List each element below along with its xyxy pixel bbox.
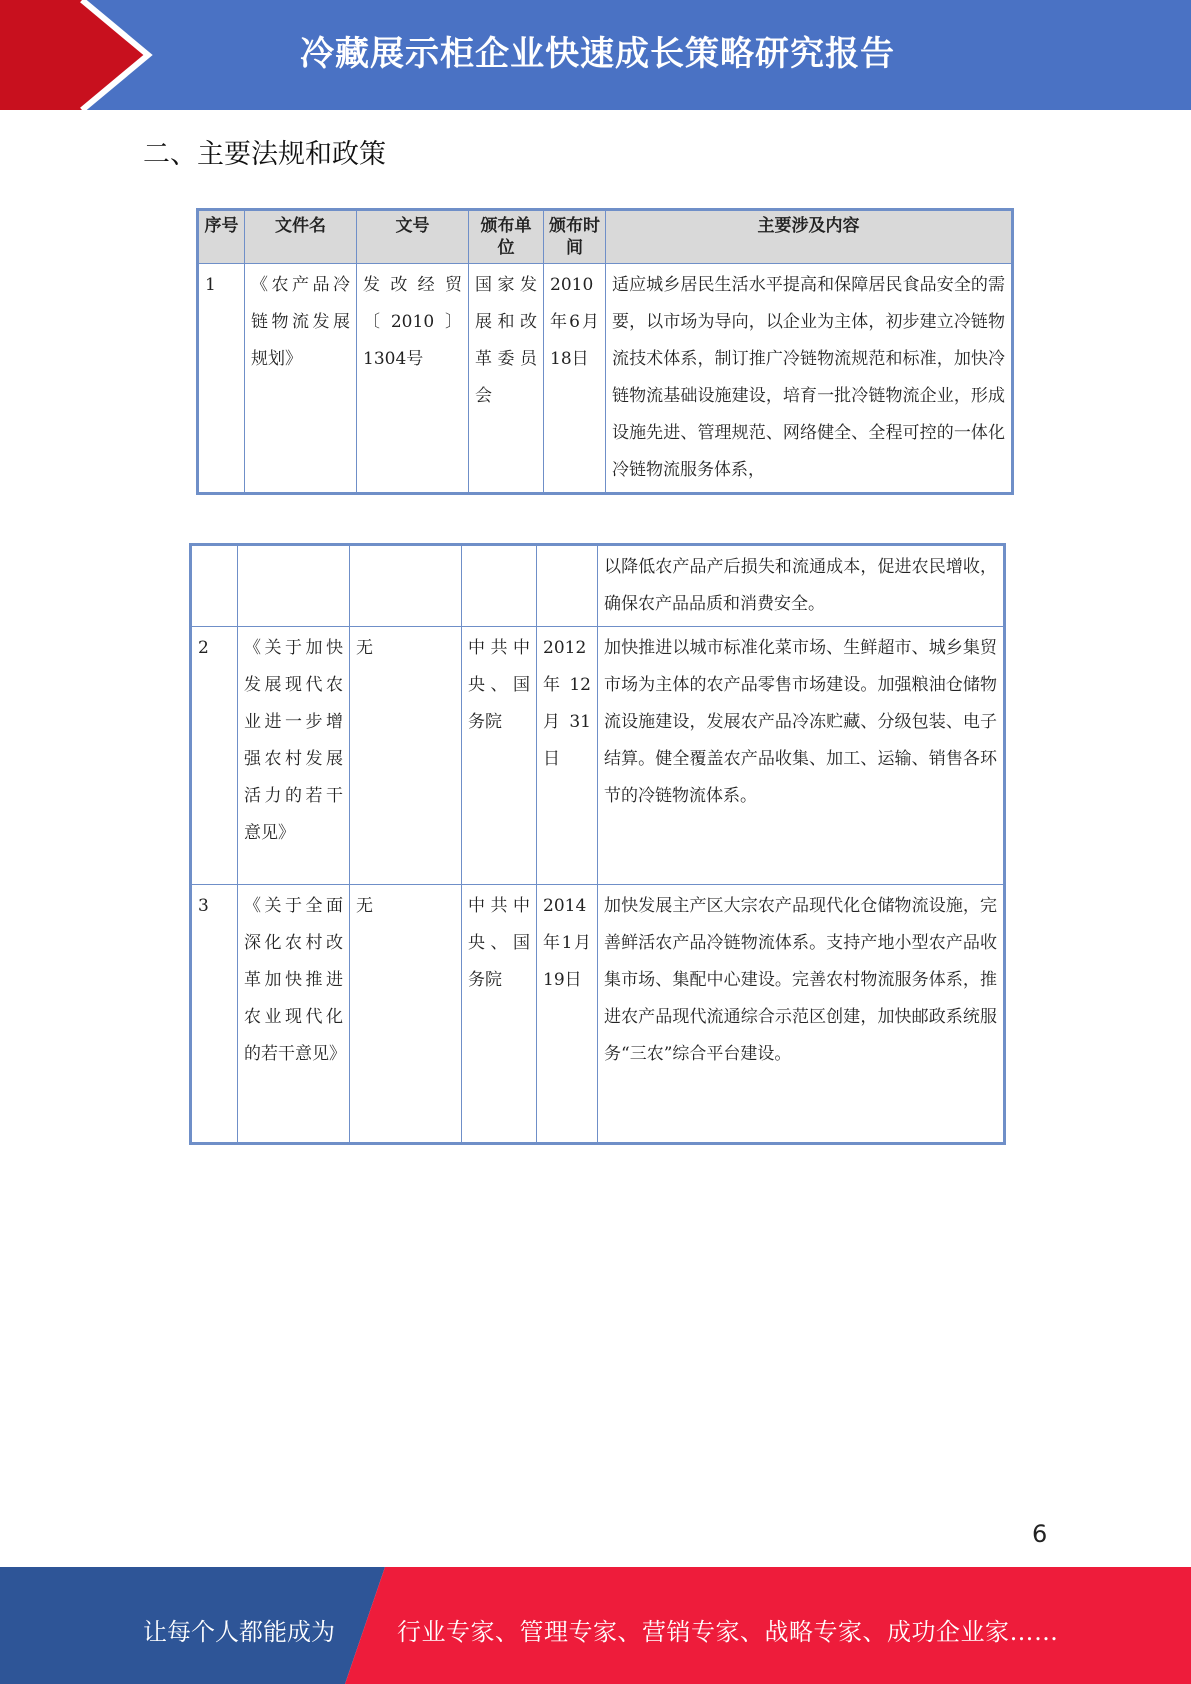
cell-content: 适应城乡居民生活水平提高和保障居民食品安全的需要，以市场为导向，以企业为主体，初步建立冷链物流技术体系，制订推广冷链物流规范和标准，加快冷链物流基础设施建设，培育一批冷链物流企业，形成设施先进、管理规范、网络健全、全程可控的一体化冷链物流服务体系，: [606, 264, 1012, 493]
footer-slogan-left: 让每个人都能成为: [143, 1618, 335, 1646]
cell-no: 2: [192, 627, 238, 885]
column-header-issuer: 颁布单位: [469, 211, 544, 264]
cell-content: 以降低农产品产后损失和流通成本，促进农民增收，确保农产品品质和消费安全。: [598, 546, 1004, 627]
column-header-name: 文件名: [245, 211, 357, 264]
table-row: [199, 264, 1012, 493]
cell-no-empty: [192, 546, 238, 627]
cell-ref-empty: [350, 546, 462, 627]
cell-ref: 发改经贸〔2010〕1304号: [357, 264, 469, 493]
cell-ref: 无: [350, 885, 462, 1143]
footer-slogan-right: 行业专家、管理专家、营销专家、战略专家、成功企业家……: [397, 1618, 1059, 1646]
cell-issuer: 中共中央、国务院: [462, 885, 537, 1143]
cell-name: 《关于加快发展现代农业进一步增强农村发展活力的若干意见》: [238, 627, 350, 885]
header-bar: [0, 0, 1191, 110]
cell-issuer-empty: [462, 546, 537, 627]
cell-no: 1: [199, 264, 245, 493]
table-row: [192, 885, 1004, 1143]
policy-table-part-2: [191, 545, 1004, 1143]
cell-content: 加快发展主产区大宗农产品现代化仓储物流设施，完善鲜活农产品冷链物流体系。支持产地小型农产品收集市场、集配中心建设。完善农村物流服务体系，推进农产品现代流通综合示范区创建，加快邮政系统服务“三农”综合平台建设。: [598, 885, 1004, 1143]
page-number: 6: [1032, 1520, 1048, 1548]
cell-date-empty: [537, 546, 598, 627]
table-row: [192, 627, 1004, 885]
cell-name: 《农产品冷链物流发展规划》: [245, 264, 357, 493]
cell-date: 2014年1月19日: [537, 885, 598, 1143]
section-heading: 二、主要法规和政策: [143, 139, 386, 170]
policy-table-part-1: [198, 210, 1012, 493]
cell-name: 《关于全面深化农村改革加快推进农业现代化的若干意见》: [238, 885, 350, 1143]
cell-no: 3: [192, 885, 238, 1143]
cell-name-empty: [238, 546, 350, 627]
cell-issuer: 国家发展和改革委员会: [469, 264, 544, 493]
header-arrow-icon: [0, 0, 160, 110]
table-row-continuation: [192, 546, 1004, 627]
column-header-content: 主要涉及内容: [606, 211, 1012, 264]
cell-ref: 无: [350, 627, 462, 885]
cell-content: 加快推进以城市标准化菜市场、生鲜超市、城乡集贸市场为主体的农产品零售市场建设。加强粮油仓储物流设施建设，发展农产品冷冻贮藏、分级包装、电子结算。健全覆盖农产品收集、加工、运输、销售各环节的冷链物流体系。: [598, 627, 1004, 885]
cell-date: 2010年6月18日: [544, 264, 606, 493]
column-header-date: 颁布时间: [544, 211, 606, 264]
report-title: 冷藏展示柜企业快速成长策略研究报告: [300, 34, 895, 74]
column-header-ref: 文号: [357, 211, 469, 264]
column-header-no: 序号: [199, 211, 245, 264]
table-header-row: [199, 211, 1012, 264]
cell-date: 2012年12月31日: [537, 627, 598, 885]
cell-issuer: 中共中央、国务院: [462, 627, 537, 885]
